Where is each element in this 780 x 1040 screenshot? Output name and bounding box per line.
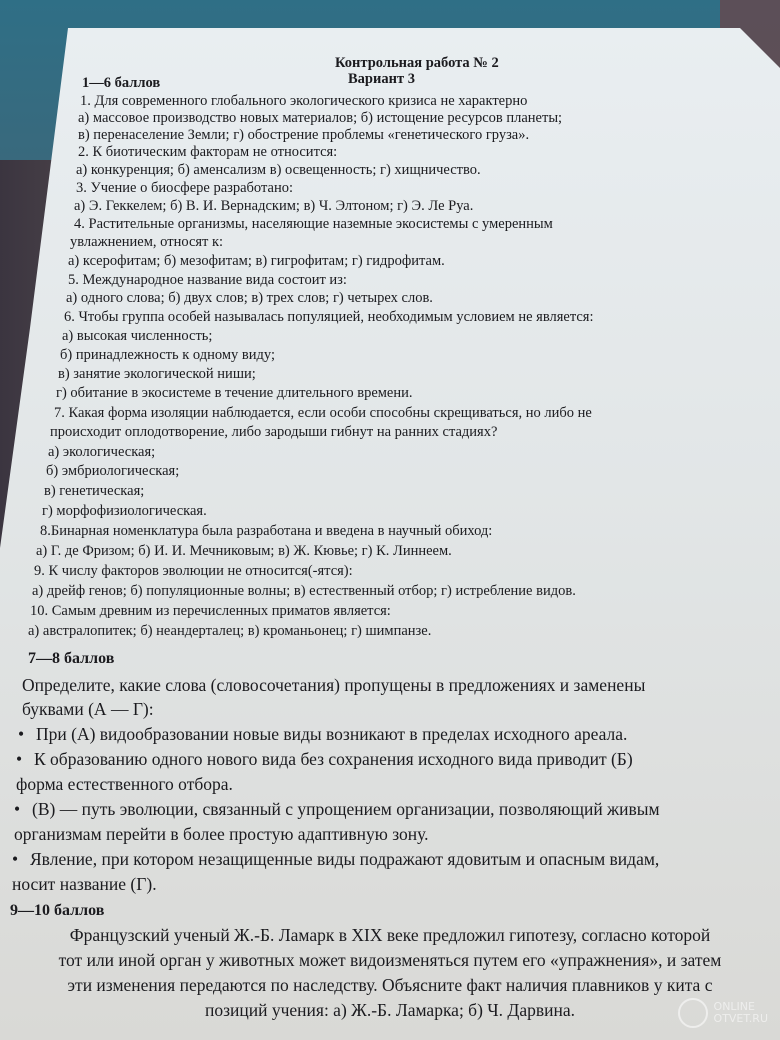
- list-item: • (В) — путь эволюции, связанный с упрощением организации, позволяющий живым: [14, 800, 660, 819]
- question-line: 7. Какая форма изоляции наблюдается, если особи способны скрещиваться, но либо не: [54, 405, 592, 421]
- question-line: 10. Самым древним из перечисленных приматов является:: [30, 603, 391, 619]
- list-item: • К образованию одного нового вида без сохранения исходного вида приводит (Б): [16, 750, 633, 769]
- answer-line: б) принадлежность к одному виду;: [60, 347, 275, 363]
- answer-line: а) массовое производство новых материалов; б) истощение ресурсов планеты;: [78, 110, 563, 126]
- question-line: 4. Растительные организмы, населяющие наземные экосистемы с умеренным: [74, 216, 553, 232]
- question-line: 8.Бинарная номенклатура была разработана и введена в научный обиход:: [40, 523, 493, 539]
- answer-line: а) конкуренция; б) аменсализм в) освещенность; г) хищничество.: [76, 162, 481, 178]
- task-text: носит название (Г).: [12, 874, 157, 894]
- page-title: Контрольная работа № 2: [335, 55, 499, 71]
- answer-line: а) дрейф генов; б) популяционные волны; в) естественный отбор; г) истребление видов.: [32, 583, 576, 599]
- answer-line: г) обитание в экосистеме в течение длительного времени.: [56, 385, 413, 401]
- section-heading: 7—8 баллов: [28, 650, 115, 667]
- watermark-line1: ONLINE: [713, 999, 755, 1013]
- answer-line: а) высокая численность;: [62, 328, 213, 344]
- question-line: 5. Международное название вида состоит из:: [68, 272, 347, 288]
- answer-line: в) перенаселение Земли; г) обострение проблемы «генетического груза».: [78, 127, 530, 143]
- task-text: позиций учения: а) Ж.-Б. Ламарка; б) Ч. Дарвина.: [204, 1000, 576, 1020]
- answer-line: а) ксерофитам; б) мезофитам; в) гигрофитам; г) гидрофитам.: [68, 253, 445, 269]
- task-text: Французский ученый Ж.-Б. Ламарк в XIX веке предложил гипотезу, согласно которой: [69, 925, 711, 945]
- lightbulb-icon: [678, 998, 708, 1028]
- answer-line: а) одного слова; б) двух слов; в) трех слов; г) четырех слов.: [66, 290, 433, 306]
- answer-line: б) эмбриологическая;: [46, 463, 180, 479]
- question-line: 6. Чтобы группа особей называлась популяцией, необходимым условием не является:: [64, 309, 594, 325]
- answer-line: г) морфофизиологическая.: [42, 503, 207, 519]
- task-text: Определите, какие слова (словосочетания) пропущены в предложениях и заменены: [22, 675, 646, 695]
- answer-line: а) экологическая;: [48, 444, 156, 460]
- task-text: тот или иной орган у животных может видоизменяться путем его «упражнения», и затем: [58, 950, 722, 970]
- answer-line: а) Г. де Фризом; б) И. И. Мечниковым; в) Ж. Кювье; г) К. Линнеем.: [36, 543, 452, 559]
- task-text: форма естественного отбора.: [16, 774, 233, 794]
- list-item: • При (А) видообразовании новые виды возникают в пределах исходного ареала.: [18, 725, 627, 744]
- list-item: • Явление, при котором незащищенные виды подражают ядовитым и опасным видам,: [12, 850, 659, 869]
- question-line: 3. Учение о биосфере разработано:: [76, 180, 293, 196]
- section-heading: 1—6 баллов: [82, 75, 161, 91]
- variant-label: Вариант 3: [348, 71, 415, 87]
- question-line: 9. К числу факторов эволюции не относится(-ятся):: [34, 563, 353, 579]
- question-line: увлажнением, относят к:: [70, 234, 224, 250]
- watermark: [678, 998, 768, 1028]
- answer-line: в) занятие экологической ниши;: [58, 366, 256, 382]
- answer-line: а) Э. Геккелем; б) В. И. Вернадским; в) Ч. Элтоном; г) Э. Ле Руа.: [74, 198, 474, 214]
- question-line: 1. Для современного глобального экологического кризиса не характерно: [80, 93, 528, 109]
- task-text: организмам перейти в более простую адаптивную зону.: [14, 824, 429, 844]
- watermark-line2: OTVET.RU: [713, 1012, 768, 1025]
- task-text: эти изменения передаются по наследству. Объясните факт наличия плавников у кита с: [67, 975, 713, 995]
- task-text: буквами (А — Г):: [22, 699, 154, 719]
- question-line: происходит оплодотворение, либо зародыши гибнут на ранних стадиях?: [50, 424, 498, 440]
- answer-line: в) генетическая;: [44, 483, 145, 499]
- section-heading: 9—10 баллов: [10, 902, 105, 919]
- answer-line: а) австралопитек; б) неандерталец; в) кроманьонец; г) шимпанзе.: [28, 623, 432, 639]
- question-line: 2. К биотическим факторам не относится:: [78, 144, 338, 160]
